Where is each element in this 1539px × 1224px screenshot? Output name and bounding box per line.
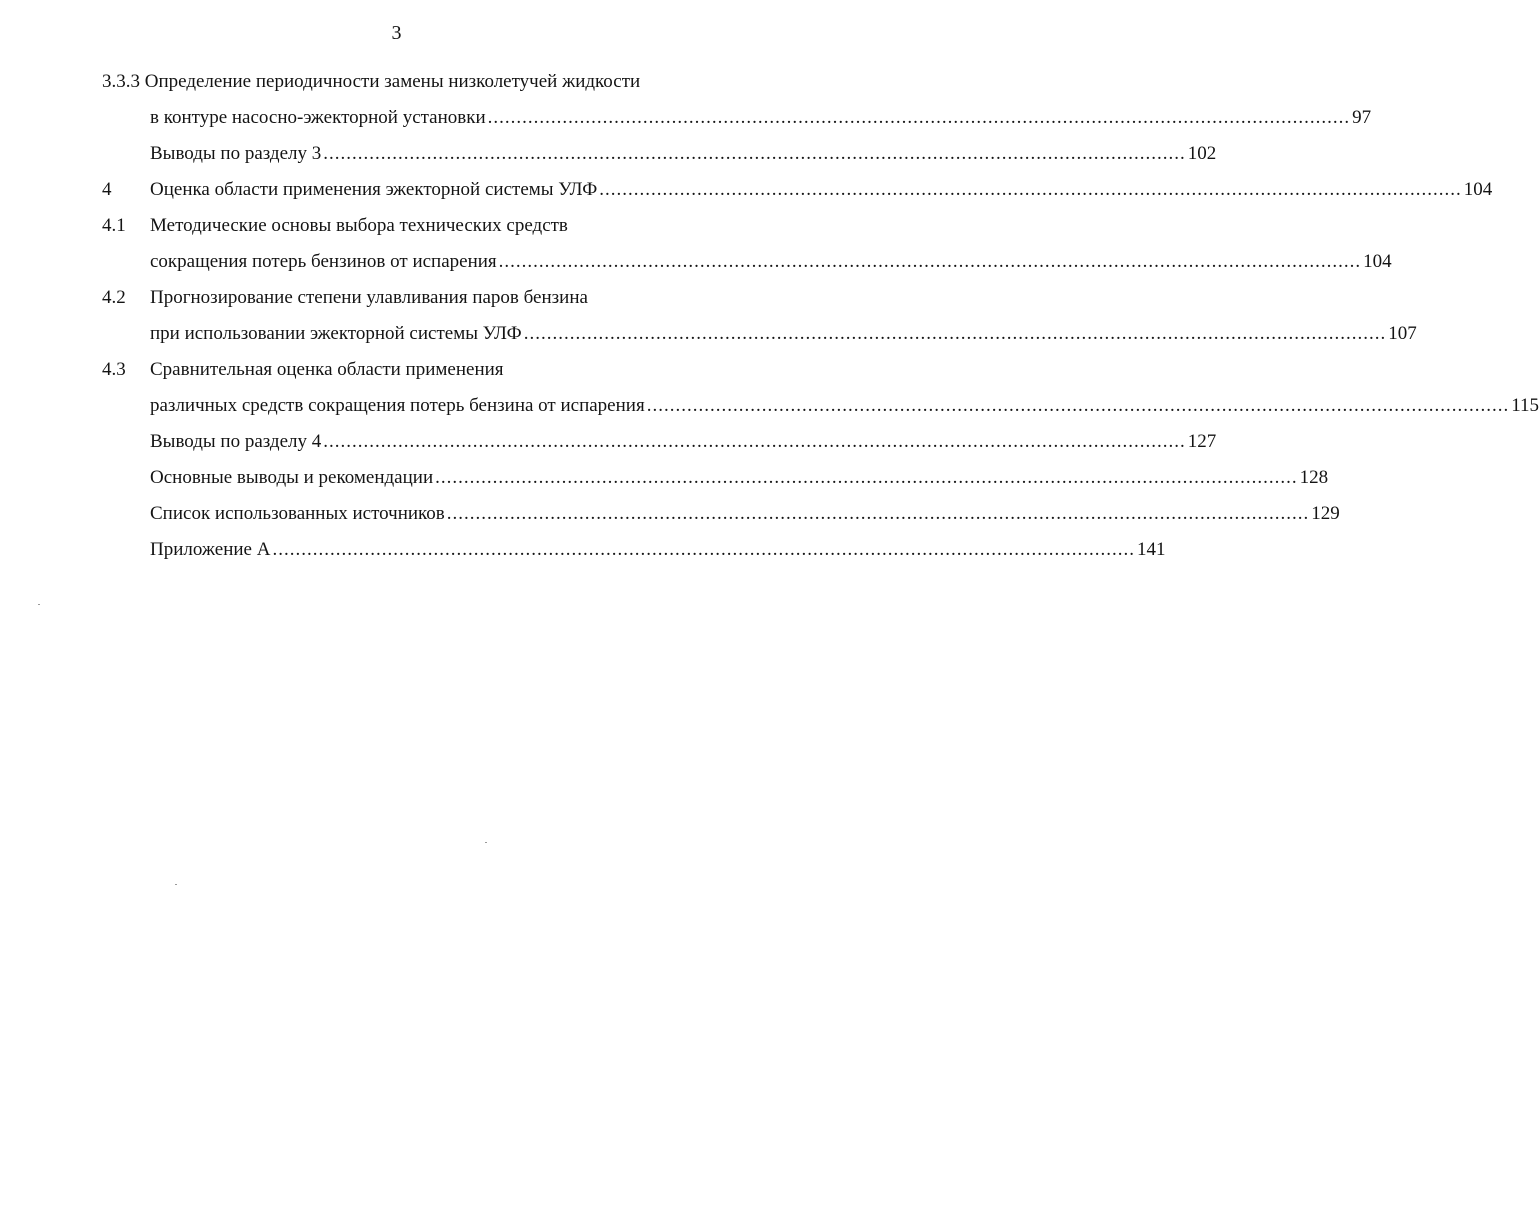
section-number: 4.3 xyxy=(102,359,126,380)
toc-page-number: 107 xyxy=(1388,323,1417,344)
toc-entry xyxy=(150,352,753,388)
toc-entry-text: Основные выводы и рекомендации xyxy=(150,467,434,488)
toc-line xyxy=(0,352,793,388)
leader-dots: ...................................................................................................................................................... xyxy=(272,539,1135,560)
toc-entry xyxy=(150,316,1417,352)
leader-dots: ...................................................................................................................................................... xyxy=(498,251,1362,272)
leader-dots: ...................................................................................................................................................... xyxy=(487,107,1351,128)
toc-entry xyxy=(150,172,1493,208)
toc-entry xyxy=(150,244,1392,280)
toc-entry xyxy=(150,460,1329,496)
toc-page-number: 104 xyxy=(1363,251,1392,272)
toc-line xyxy=(0,172,1493,208)
toc-entry-text: различных средств сокращения потерь бензина от испарения xyxy=(150,395,645,416)
toc-page-number: 102 xyxy=(1187,143,1217,164)
toc-entry-text: Выводы по разделу 4 xyxy=(150,431,322,452)
toc-page-number: 127 xyxy=(1187,431,1217,452)
toc-line xyxy=(0,460,1329,496)
toc-line xyxy=(0,136,1217,172)
toc-line xyxy=(0,496,1340,532)
toc-entry-text: сокращения потерь бензинов от испарения xyxy=(150,251,497,272)
toc-entry xyxy=(150,208,753,244)
toc-entry xyxy=(150,388,1539,424)
toc-entry-text: Приложение А xyxy=(150,539,271,560)
toc-page-number: 97 xyxy=(1352,107,1372,128)
toc-entry xyxy=(150,100,1372,136)
toc-page-number: 115 xyxy=(1511,395,1539,416)
section-number: 4 xyxy=(102,179,112,200)
leader-dots: ...................................................................................................................................................... xyxy=(446,503,1310,524)
toc-entry xyxy=(150,280,753,316)
toc-heading-text: 3.3.3 Определение периодичности замены низколетучей жидкости xyxy=(102,71,641,92)
scan-speck xyxy=(38,604,40,605)
toc-page-number: 129 xyxy=(1311,503,1340,524)
toc-entry-text: Прогнозирование степени улавливания паров бензина xyxy=(150,287,588,308)
section-number: 4.1 xyxy=(102,215,126,236)
leader-dots: ...................................................................................................................................................... xyxy=(523,323,1387,344)
toc-entry-text: Выводы по разделу 3 xyxy=(150,143,322,164)
toc-line xyxy=(0,100,1372,136)
table-of-contents xyxy=(0,64,1539,568)
leader-dots: ...................................................................................................................................................... xyxy=(435,467,1298,488)
toc-line xyxy=(0,388,1539,424)
toc-line xyxy=(0,424,1217,460)
leader-dots: ...................................................................................................................................................... xyxy=(323,431,1186,452)
leader-dots: ...................................................................................................................................................... xyxy=(646,395,1510,416)
section-number: 4.2 xyxy=(102,287,126,308)
toc-entry-text: Методические основы выбора технических средств xyxy=(150,215,568,236)
toc-line xyxy=(0,64,793,100)
toc-entry xyxy=(150,532,1166,568)
toc-page-number: 141 xyxy=(1136,539,1166,560)
toc-entry-text: Оценка области применения эжекторной системы УЛФ xyxy=(150,179,598,200)
toc-page-number: 104 xyxy=(1463,179,1493,200)
toc-line xyxy=(0,316,1417,352)
toc-page-number: 128 xyxy=(1299,467,1329,488)
toc-entry-text: при использовании эжекторной системы УЛФ xyxy=(150,323,522,344)
toc-line xyxy=(0,532,1166,568)
page-number: 3 xyxy=(391,22,402,44)
toc-entry xyxy=(150,424,1217,460)
toc-entry-text: Список использованных источников xyxy=(150,503,445,524)
leader-dots: ...................................................................................................................................................... xyxy=(599,179,1462,200)
toc-line xyxy=(0,280,793,316)
toc-entry-text: Сравнительная оценка области применения xyxy=(150,359,504,380)
leader-dots: ...................................................................................................................................................... xyxy=(323,143,1186,164)
toc-entry-text: в контуре насосно-эжекторной установки xyxy=(150,107,486,128)
toc-entry xyxy=(150,496,1340,532)
toc-entry xyxy=(150,136,1217,172)
toc-line xyxy=(0,244,1392,280)
scan-speck xyxy=(485,842,487,843)
scan-speck xyxy=(175,884,177,885)
toc-line xyxy=(0,208,793,244)
